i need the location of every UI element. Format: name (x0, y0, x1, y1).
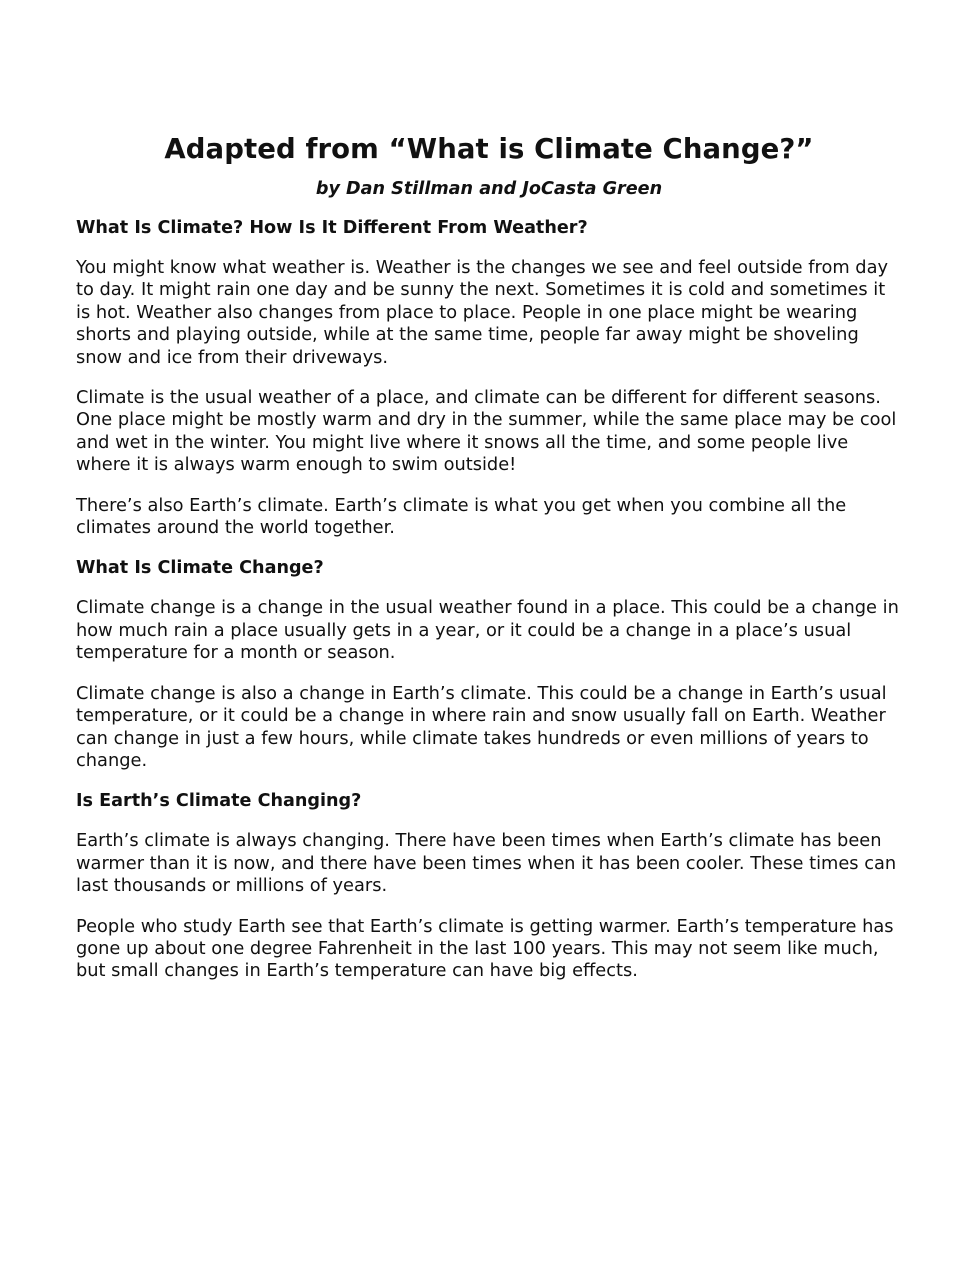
paragraph: There’s also Earth’s climate. Earth’s climate is what you get when you combine all the climates around the world together. (76, 494, 847, 539)
author-byline: by Dan Stillman and JoCasta Green (315, 179, 663, 199)
paragraph: Climate is the usual weather of a place, and climate can be different for different seasons. One place might be mostly warm and dry in the summer, while the same place may be cool and wet in the winter. You might live where it snows all the time, and some people live where it is always warm enough to swim outside! (76, 387, 897, 476)
paragraph: You might know what weather is. Weather is the changes we see and feel outside from day to day. It might rain one day and be sunny the next. Sometimes it is cold and sometimes it is hot. Weather also changes from place to place. People in one place might be wearing shorts and playing outside, while at the same time, people far away might be shoveling snow and ice from their driveways. (76, 257, 889, 368)
section-what-is-climate-change (76, 557, 902, 772)
section-is-earths-climate-changing (76, 790, 902, 982)
document-title: Adapted from “What is Climate Change?” (164, 133, 814, 165)
section-what-is-climate (76, 217, 902, 539)
paragraph: People who study Earth see that Earth’s climate is getting warmer. Earth’s temperature has gone up about one degree Fahrenheit in the last 100 years. This may not seem like much, but small changes in Earth’s temperature can have big effects. (76, 915, 894, 982)
section-heading: Is Earth’s Climate Changing? (76, 791, 362, 812)
paragraph: Climate change is a change in the usual weather found in a place. This could be a change in how much rain a place usually gets in a year, or it could be a change in a place’s usual temperature for a month or season. (76, 597, 899, 664)
paragraph: Earth’s climate is always changing. There have been times when Earth’s climate has been warmer than it is now, and there have been times when it has been cooler. These times can last thousands or millions of years. (76, 830, 897, 897)
section-heading: What Is Climate Change? (76, 558, 324, 579)
paragraph: Climate change is also a change in Earth’s climate. This could be a change in Earth’s usual temperature, or it could be a change in where rain and snow usually fall on Earth. Weather can change in just a few hours, while climate takes hundreds or even millions of years to change. (76, 682, 887, 771)
document-body (76, 132, 902, 983)
section-heading: What Is Climate? How Is It Different From Weather? (76, 218, 588, 238)
